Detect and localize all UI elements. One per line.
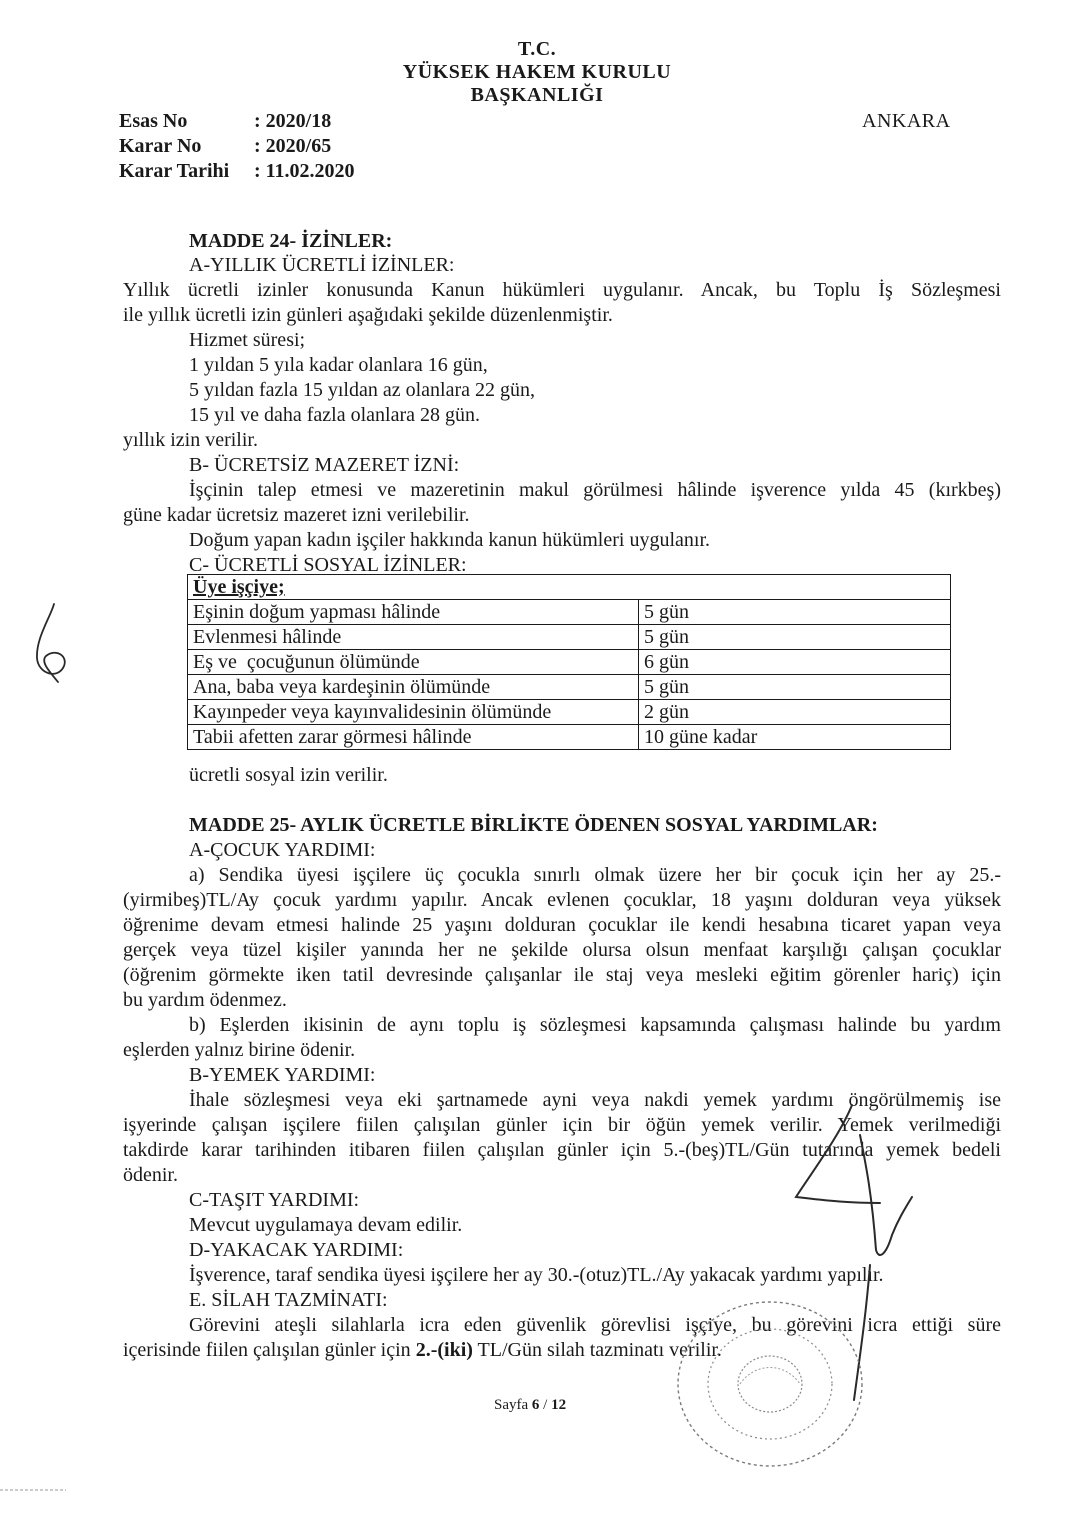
table-cell-days: 2 gün — [639, 700, 951, 725]
silah-tazminati-line1: Görevini ateşli silahlarla icra eden güvenlik görevlisi işçiye, bu görevini icra ettiği süre — [189, 1314, 1001, 1336]
leave-tier-3: 15 yıl ve daha fazla olanlara 28 gün. — [189, 404, 480, 426]
cocuk-yardimi-b-line1: b) Eşlerden ikisinin de aynı toplu iş sözleşmesi kapsamında çalışması halinde bu yardım — [189, 1014, 1001, 1036]
header-presidency: BAŞKANLIĞI — [470, 84, 604, 106]
social-leave-table — [187, 574, 951, 750]
cocuk-yardimi-line4: gerçek veya tüzel kişiler yanında her ne şekilde olursa olsun menfaat karşılığı çalışan çocuklar — [123, 939, 1001, 961]
cocuk-yardimi-b-line2: eşlerden yalnız birine ödenir. — [123, 1039, 356, 1061]
madde24-b-heading: B- ÜCRETSİZ MAZERET İZNİ: — [189, 454, 460, 476]
yillik-izin-verilir: yıllık izin verilir. — [123, 429, 258, 451]
karar-no-label: Karar No — [119, 135, 202, 157]
madde24-c-heading: C- ÜCRETLİ SOSYAL İZİNLER: — [189, 554, 467, 576]
madde25-title: MADDE 25- AYLIK ÜCRETLE BİRLİKTE ÖDENEN SOSYAL YARDIMLAR: — [189, 814, 878, 836]
scan-edge-mark — [0, 1488, 70, 1492]
table-row — [188, 600, 951, 625]
header-tc: T.C. — [517, 38, 557, 60]
leave-tier-1: 1 yıldan 5 yıla kadar olanlara 16 gün, — [189, 354, 488, 376]
table-row — [188, 625, 951, 650]
karar-tarihi-value: : 11.02.2020 — [254, 160, 355, 182]
hizmet-suresi: Hizmet süresi; — [189, 329, 306, 351]
table-row — [188, 725, 951, 750]
cocuk-yardimi-line1: a) Sendika üyesi işçilere üç çocukla sınırlı olmak üzere her bir çocuk için her ay 25.- — [189, 864, 1001, 886]
madde24-a-paragraph-line1: Yıllık ücretli izinler konusunda Kanun hükümleri uygulanır. Ancak, bu Toplu İş Sözleşmesi — [123, 279, 1001, 301]
page-number: Sayfa 6 / 12 — [494, 1397, 567, 1413]
cocuk-yardimi-line3: öğrenime devam etmesi halinde 25 yaşını dolduran çocuklar ile kendi hesabına ticaret yapan veya — [123, 914, 1001, 936]
table-cell-days: 5 gün — [639, 600, 951, 625]
table-cell-event: Eşinin doğum yapması hâlinde — [188, 600, 639, 625]
cocuk-yardimi-heading: A-ÇOCUK YARDIMI: — [189, 839, 376, 861]
table-cell-days: 5 gün — [639, 625, 951, 650]
tasit-yardimi-text: Mevcut uygulamaya devam edilir. — [189, 1214, 463, 1236]
esas-no-label: Esas No — [119, 110, 188, 132]
madde24-title: MADDE 24- İZİNLER: — [189, 230, 393, 252]
table-cell-days: 10 güne kadar — [639, 725, 951, 750]
leave-tier-2: 5 yıldan fazla 15 yıldan az olanlara 22 gün, — [189, 379, 535, 401]
yakacak-yardimi-text: İşverence, taraf sendika üyesi işçilere her ay 30.-(otuz)TL./Ay yakacak yardımı yapılır. — [189, 1264, 884, 1286]
yakacak-yardimi-heading: D-YAKACAK YARDIMI: — [189, 1239, 404, 1261]
madde24-c-footer: ücretli sosyal izin verilir. — [189, 764, 388, 786]
table-cell-event: Tabii afetten zarar görmesi hâlinde — [188, 725, 639, 750]
tasit-yardimi-heading: C-TAŞIT YARDIMI: — [189, 1189, 360, 1211]
table-row — [188, 675, 951, 700]
table-cell-event: Evlenmesi hâlinde — [188, 625, 639, 650]
city: ANKARA — [862, 110, 951, 132]
karar-no-value: : 2020/65 — [254, 135, 332, 157]
madde24-b-paragraph2: Doğum yapan kadın işçiler hakkında kanun hükümleri uygulanır. — [189, 529, 710, 551]
silah-tazminati-line2: içerisinde fiilen çalışılan günler için 2.-(iki) TL/Gün silah tazminatı verilir. — [123, 1339, 722, 1361]
silah-tazminati-heading: E. SİLAH TAZMİNATI: — [189, 1289, 388, 1311]
table-row — [188, 700, 951, 725]
handwritten-initial — [28, 600, 78, 690]
table-row — [188, 650, 951, 675]
table-cell-event: Eş ve çocuğunun ölümünde — [188, 650, 639, 675]
table-header-cell: Üye işçiye; — [188, 575, 951, 600]
table-cell-days: 6 gün — [639, 650, 951, 675]
madde24-a-paragraph-line2: ile yıllık ücretli izin günleri aşağıdaki şekilde düzenlenmiştir. — [123, 304, 613, 326]
yemek-yardimi-line3: takdirde karar tarihinden itibaren fiilen çalışılan günler için 5.-(beş)TL/Gün tutarında yemek bedeli — [123, 1139, 1001, 1161]
madde24-b-paragraph-line1: İşçinin talep etmesi ve mazeretinin makul görülmesi hâlinde işverence yılda 45 (kırkbeş) — [189, 479, 1001, 501]
karar-tarihi-label: Karar Tarihi — [119, 160, 230, 182]
official-stamp — [670, 1292, 870, 1472]
cocuk-yardimi-line6: bu yardım ödenmez. — [123, 989, 287, 1011]
table-cell-event: Kayınpeder veya kayınvalidesinin ölümünde — [188, 700, 639, 725]
esas-no-value: : 2020/18 — [254, 110, 332, 132]
yemek-yardimi-line1: İhale sözleşmesi veya eki şartnamede ayni veya nakdi yemek yardımı öngörülmemiş ise — [189, 1089, 1001, 1111]
yemek-yardimi-heading: B-YEMEK YARDIMI: — [189, 1064, 376, 1086]
table-cell-days: 5 gün — [639, 675, 951, 700]
header-institution: YÜKSEK HAKEM KURULU — [402, 61, 672, 83]
table-cell-event: Ana, baba veya kardeşinin ölümünde — [188, 675, 639, 700]
cocuk-yardimi-line2: (yirmibeş)TL/Ay çocuk yardımı yapılır. Ancak evlenen çocuklar, 18 yaşını dolduran veya yüksek — [123, 889, 1001, 911]
yemek-yardimi-line2: işyerinde çalışan işçilere fiilen çalışılan günler için bir öğün yemek verilir. Yemek verilmediği — [123, 1114, 1001, 1136]
table-header-row — [188, 575, 951, 600]
madde24-b-paragraph-line2: güne kadar ücretsiz mazeret izni verilebilir. — [123, 504, 470, 526]
madde24-a-heading: A-YILLIK ÜCRETLİ İZİNLER: — [189, 254, 455, 276]
cocuk-yardimi-line5: (öğrenim görmekte iken tatil devresinde çalışanlar ile staj veya mesleki eğitim görenler hariç) için — [123, 964, 1001, 986]
yemek-yardimi-line4: ödenir. — [123, 1164, 178, 1186]
